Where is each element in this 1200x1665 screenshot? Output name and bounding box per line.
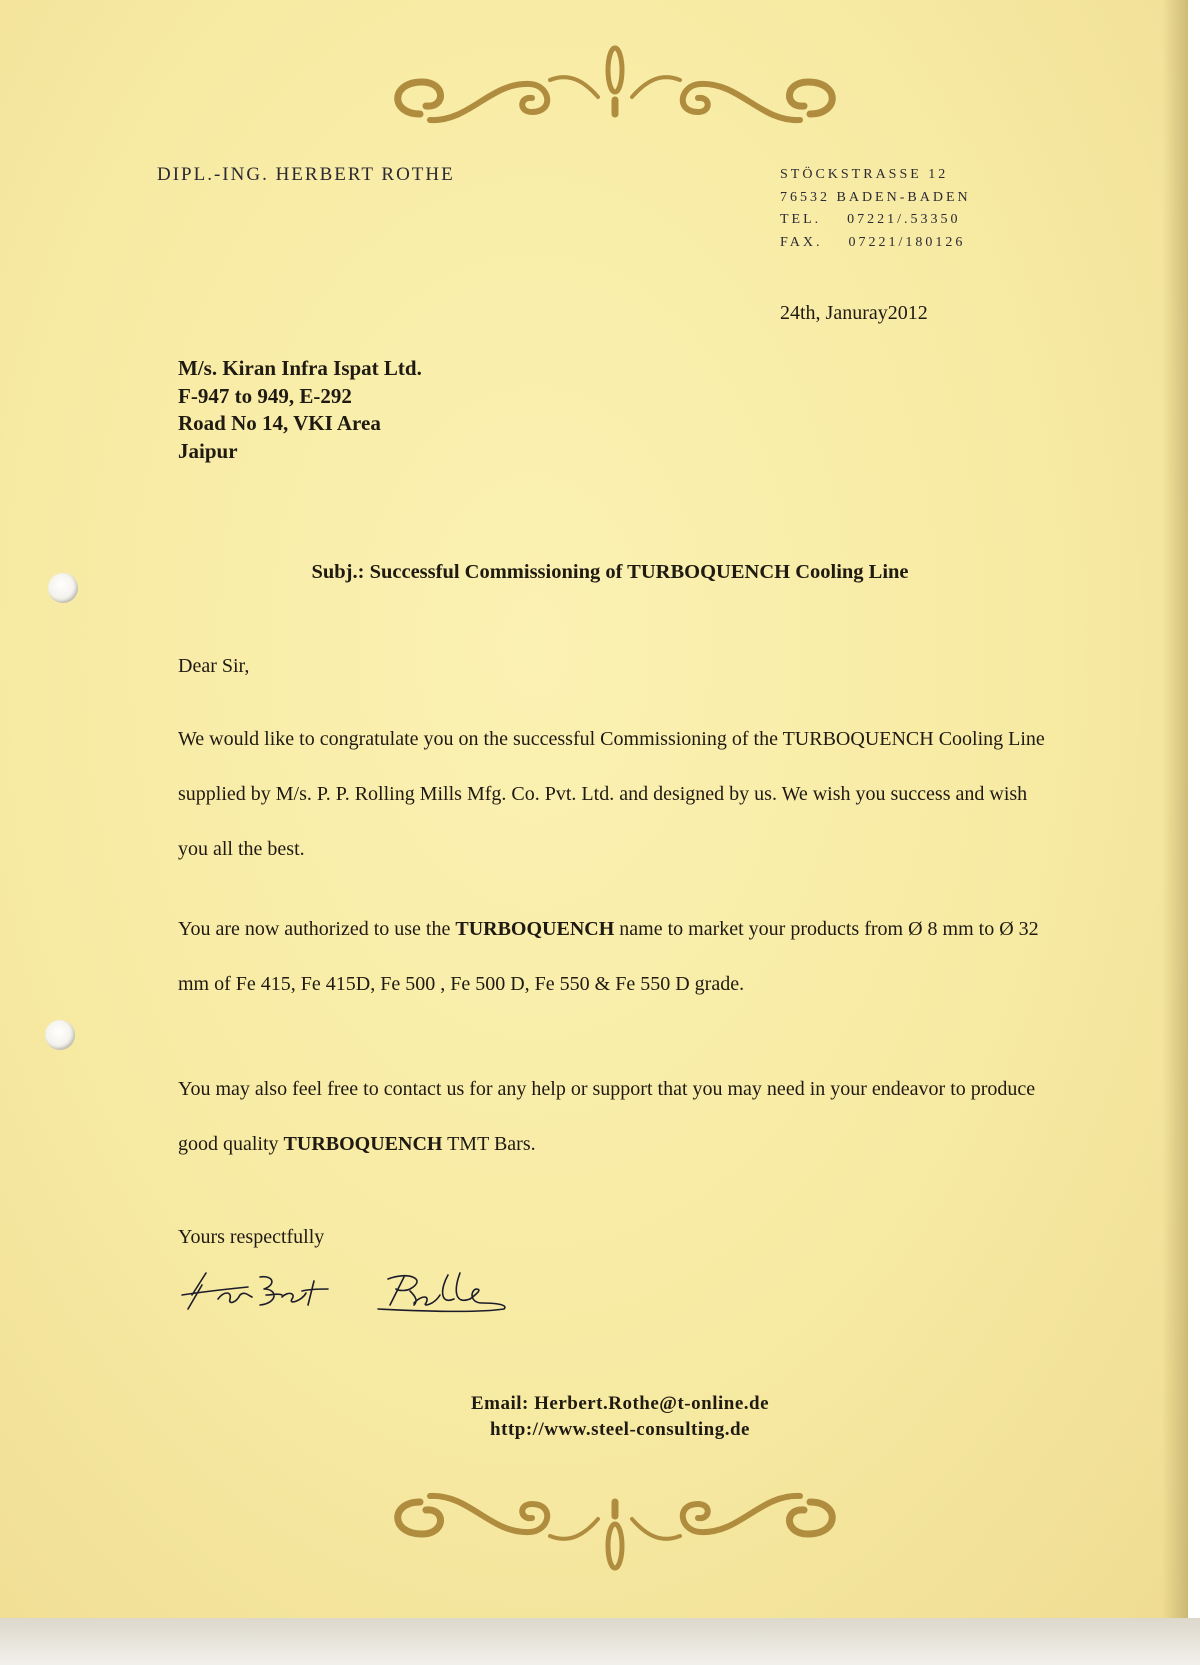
paragraph-text: TMT Bars. [442,1133,536,1155]
address-phone: TEL. 07221/.53350 [780,212,961,227]
address-city: 76532 BADEN-BADEN [780,189,971,205]
salutation: Dear Sir, [178,655,250,677]
recipient-line: Road No 14, VKI Area [178,411,381,435]
footer-contact [0,1391,1188,1443]
address-street: STÖCKSTRASSE 12 [780,167,949,182]
address-fax: FAX. 07221/180126 [780,234,966,250]
top-ornament [380,42,850,142]
closing: Yours respectfully [178,1226,325,1248]
sender-name: DIPL.-ING. HERBERT ROTHE [157,164,455,185]
letter-date: 24th, Januray2012 [780,302,928,324]
letter-subject: Subj.: Successful Commissioning of TURBOQUENCH Cooling Line [311,561,909,583]
punch-hole [45,1020,75,1050]
sender-address [780,164,971,254]
body-paragraph-2 [178,902,1058,1012]
recipient-line: Jaipur [178,438,238,463]
handwritten-signature [178,1265,538,1325]
paragraph-text: You are now authorized to use the [178,918,456,940]
recipient-line: F-947 to 949, E-292 [178,383,352,408]
paragraph-text: You may also feel free to contact us for any help or support that you may need in your endeavor to produce good quality [178,1078,1036,1155]
scan-bottom-margin [0,1618,1200,1665]
bottom-ornament [380,1472,850,1572]
paragraph-text: name to market your products from Ø 8 mm to Ø 32 mm of Fe 415, Fe 415D, Fe 500 , Fe 500 D, Fe 550 & Fe 550 D grade. [178,918,1039,995]
brand-name: TURBOQUENCH [455,918,615,940]
body-paragraph-3 [178,1062,1058,1172]
paper-edge-shadow [1162,0,1188,1618]
recipient-address [178,355,422,465]
body-paragraph-1: We would like to congratulate you on the successful Commissioning of the TURBOQUENCH Cooling Line supplied by M/s. P. P. Rolling Mills Mfg. Co. Pvt. Ltd. and designed by us. We wish you success and wish you all the best. [178,728,1045,860]
recipient-line: M/s. Kiran Infra Ispat Ltd. [178,356,422,380]
contact-email: Email: Herbert.Rothe@t-online.de [470,1393,770,1414]
contact-website: http://www.steel-consulting.de [490,1419,750,1440]
brand-name: TURBOQUENCH [283,1133,443,1155]
